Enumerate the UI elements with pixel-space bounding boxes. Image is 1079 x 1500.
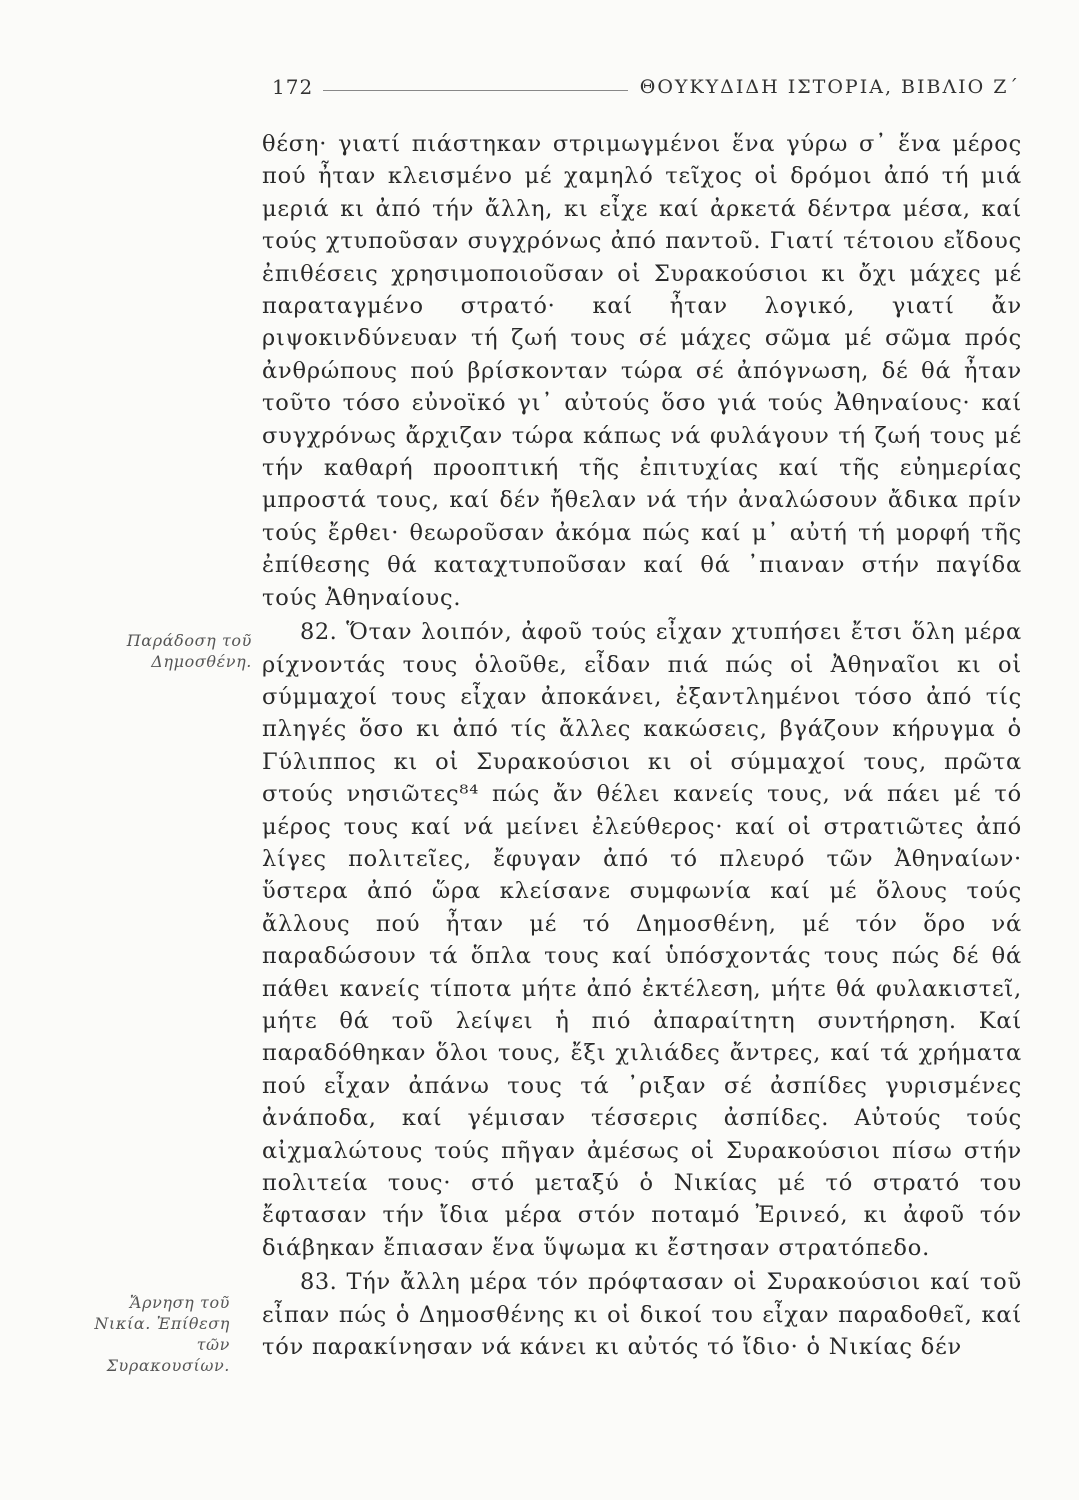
margin-note: Ἄρνηση τοῦ Νικία. Ἐπίθεση τῶν Συρακουσίων. xyxy=(94,1293,230,1375)
running-header xyxy=(272,70,1020,104)
paragraph-continuation xyxy=(262,128,1022,614)
running-title: ΘΟΥΚΥΔΙΔΗ ΙΣΤΟΡΙΑ, ΒΙΒΛΙΟ Ζ΄ xyxy=(639,76,1020,98)
paragraph-83 xyxy=(262,1266,1022,1363)
page-number: 172 xyxy=(272,75,314,99)
margin-note: Παράδοση τοῦ Δημοσθένη. xyxy=(126,631,252,671)
paragraph-number: 83. xyxy=(300,1269,338,1296)
header-rule xyxy=(323,90,628,91)
body-text xyxy=(262,128,1022,1363)
paragraph-82 xyxy=(262,616,1022,1264)
paragraph-text: Ὅταν λοιπόν, ἀφοῦ τούς εἶχαν χτυπήσει ἔτσι ὅλη μέρα ρίχνοντάς τους ὁλοῦθε, εἶδαν πιά πώς οἱ Ἀθηναῖοι κι οἱ σύμμαχοί τους εἶχαν ἀποκάνει, ἐξαντλημένοι τόσο ἀπό τίς πληγές ὅσο κι ἀπό τίς ἄλλες κακώσεις, βγάζουν κήρυγμα ὁ Γύλιππος κι οἱ Συρακούσιοι κι οἱ σύμμαχοί τους, πρῶτα στούς νησιῶτες⁸⁴ πώς ἄν θέλει κανείς τους, νά πάει μέ τό μέρος τους καί νά μείνει ἐλεύθερος· καί οἱ στρατιῶτες ἀπό λίγες πολιτεῖες, ἔφυγαν ἀπό τό πλευρό τῶν Ἀθηναίων· ὕστερα ἀπό ὥρα κλείσανε συμφωνία καί μέ ὅλους τούς ἄλλους πού ἦταν μέ τό Δημοσθένη, μέ τόν ὅρο νά παραδώσουν τά ὅπλα τους καί ὑπόσχοντάς τους πώς δέ θά πάθει κανείς τίποτα μήτε ἀπό ἐκτέλεση, μήτε θά φυλακιστεῖ, μήτε θά τοῦ λείψει ἡ πιό ἀπαραίτητη συντήρηση. Καί παραδόθηκαν ὅλοι τους, ἔξι χιλιάδες ἄντρες, καί τά χρήματα πού εἶχαν ἀπάνω τους τά ᾽ριξαν σέ ἀσπίδες γυρισμένες ἀνάποδα, καί γέμισαν τέσσερις ἀσπίδες. Αὐτούς τούς αἰχμαλώτους τούς πῆγαν ἀμέσως οἱ Συρακούσιοι πίσω στήν πολιτεία τους· στό μεταξύ ὁ Νικίας μέ τό στρατό του ἔφτασαν τήν ἴδια μέρα στόν ποταμό Ἐρινεό, κι ἀφοῦ τόν διάβηκαν ἔπιασαν ἕνα ὕψωμα κι ἔστησαν στρατόπεδο. xyxy=(262,619,1022,1261)
paragraph-text: θέση· γιατί πιάστηκαν στριμωγμένοι ἕνα γύρω σ᾽ ἕνα μέρος πού ἦταν κλεισμένο μέ χαμηλό τεῖχος οἱ δρόμοι ἀπό τή μιά μεριά κι ἀπό τήν ἄλλη, κι εἶχε καί ἀρκετά δέντρα μέσα, καί τούς χτυποῦσαν συγχρόνως ἀπό παντοῦ. Γιατί τέτοιου εἴδους ἐπιθέσεις χρησιμοποιοῦσαν οἱ Συρακούσιοι κι ὄχι μάχες μέ παραταγμένο στρατό· καί ἦταν λογικό, γιατί ἄν ριψοκινδύνευαν τή ζωή τους σέ μάχες σῶμα μέ σῶμα πρός ἀνθρώπους πού βρίσκονταν τώρα σέ ἀπόγνωση, δέ θά ἦταν τοῦτο τόσο εὐνοϊκό γι᾽ αὐτούς ὅσο γιά τούς Ἀθηναίους· καί συγχρόνως ἄρχιζαν τώρα κάπως νά φυλάγουν τή ζωή τους μέ τήν καθαρή προοπτική τῆς ἐπιτυχίας καί τῆς εὐημερίας μπροστά τους, καί δέν ἤθελαν νά τήν ἀναλώσουν ἄδικα πρίν τούς ἔρθει· θεωροῦσαν ἀκόμα πώς καί μ᾽ αὐτή τή μορφή τῆς ἐπίθεσης θά καταχτυποῦσαν καί θά ᾽πιαναν στήν παγίδα τούς Ἀθηναίους. xyxy=(262,131,1022,611)
paragraph-number: 82. xyxy=(300,619,338,646)
paragraph-text: Τήν ἄλλη μέρα τόν πρόφτασαν οἱ Συρακούσιοι καί τοῦ εἶπαν πώς ὁ Δημοσθένης κι οἱ δικοί του εἶχαν παραδοθεῖ, καί τόν παρακίνησαν νά κάνει κι αὐτός τό ἴδιο· ὁ Νικίας δέν xyxy=(262,1269,1022,1361)
